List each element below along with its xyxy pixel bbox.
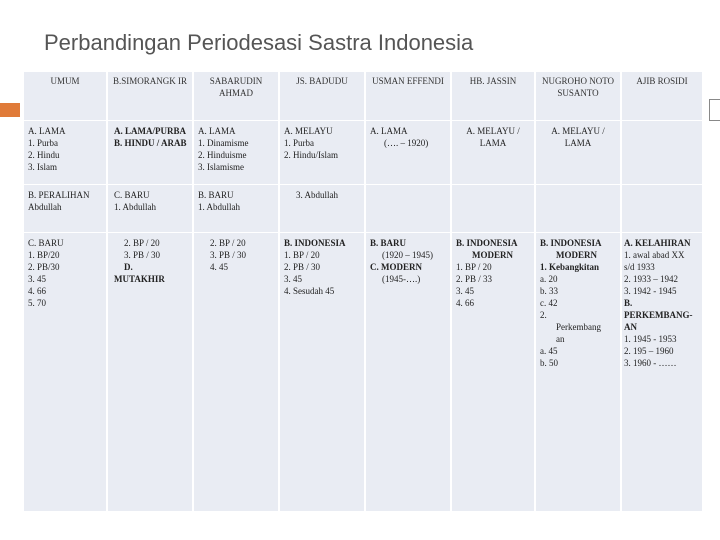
header-cell: B.SIMORANGK IR [112, 76, 187, 86]
table-cell: A. LAMA 1. Purba 2. Hindu 3. Islam [28, 126, 66, 172]
page-title: Perbandingan Periodesasi Sastra Indonesia [44, 30, 474, 55]
accent-bar-left [0, 103, 20, 117]
table-cell: A. KELAHIRAN 1. awal abad XX s/d 1933 2. 1933 – 1942 3. 1942 - 1945 B. PERKEMBANG- AN 1. 1945 - 1953 2. 195 – 1960 3. 1960 - …… [624, 238, 693, 368]
table-cell: A. MELAYU / LAMA [466, 126, 520, 148]
table-cell: 3. Abdullah [296, 190, 338, 200]
table-cell: A. LAMA (…. – 1920) [370, 126, 429, 148]
table-cell: A. MELAYU 1. Purba 2. Hindu/Islam [284, 126, 338, 160]
table-cell: 2. BP / 20 3. PB / 30 D. MUTAKHIR [114, 238, 165, 284]
table-cell: A. MELAYU / LAMA [551, 126, 605, 148]
table-cell: C. BARU 1. BP/20 2. PB/30 3. 45 4. 66 5. 70 [28, 238, 64, 308]
table-cell: A. LAMA/PURBA B. HINDU / ARAB [114, 126, 187, 148]
table-cell: 2. BP / 20 3. PB / 30 4. 45 [210, 238, 247, 272]
header-cell: SABARUDIN AHMAD [209, 76, 263, 98]
header-cell: AJIB ROSIDI [636, 76, 688, 86]
table-cell: B. INDONESIA MODERN 1. BP / 20 2. PB / 33 3. 45 4. 66 [456, 238, 518, 308]
table-cell: B. INDONESIA 1. BP / 20 2. PB / 30 3. 45 4. Sesudah 45 [284, 238, 346, 296]
table-cell: B. PERALIHAN Abdullah [28, 190, 90, 212]
header-cell: NUGROHO NOTO SUSANTO [541, 76, 615, 98]
row-divider [24, 120, 702, 121]
table-cell: A. LAMA 1. Dinamisme 2. Hinduisme 3. Islamisme [198, 126, 249, 172]
accent-bar-right [709, 99, 720, 121]
header-cell: USMAN EFFENDI [372, 76, 444, 86]
row-divider [24, 184, 702, 185]
header-cell: JS. BADUDU [296, 76, 348, 86]
header-cell: HB. JASSIN [469, 76, 517, 86]
row-divider [24, 232, 702, 233]
table-cell: B. INDONESIA MODERN 1. Kebangkitan a. 20 b. 33 c. 42 2. Perkembang an a. 45 b. 50 [540, 238, 602, 368]
header-cell: UMUM [50, 76, 80, 86]
periodization-table [24, 72, 702, 511]
table-cell: B. BARU 1. Abdullah [198, 190, 240, 212]
table-cell: B. BARU (1920 – 1945) C. MODERN (1945-….) [370, 238, 433, 284]
table-cell: C. BARU 1. Abdullah [114, 190, 156, 212]
